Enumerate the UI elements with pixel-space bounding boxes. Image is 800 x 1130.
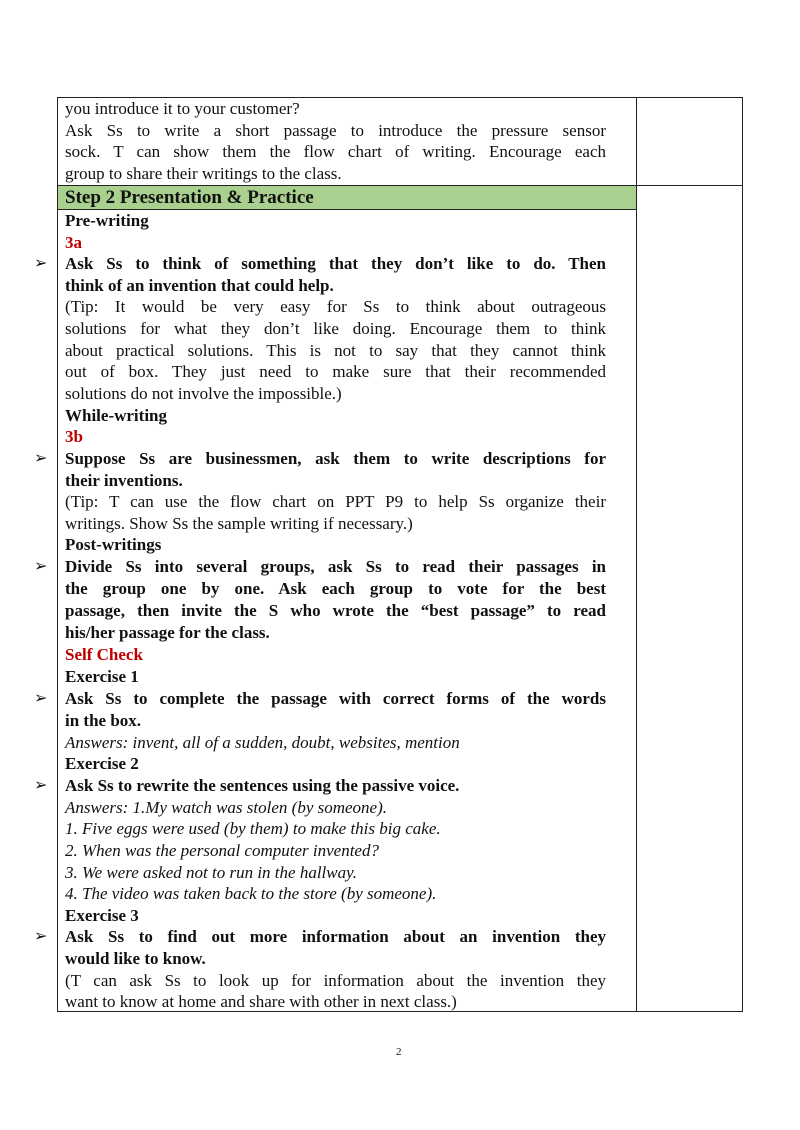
page-number: 2 bbox=[396, 1046, 402, 1058]
note-line: want to know at home and share with other in next class.) bbox=[65, 992, 457, 1011]
section-heading: Post-writings bbox=[65, 535, 162, 554]
section-heading: Self Check bbox=[65, 645, 143, 664]
task-line: in the box. bbox=[65, 711, 142, 730]
step-title: Step 2 Presentation & Practice bbox=[65, 187, 314, 208]
task-line: Ask Ss to think of something that they don’t like to do. Then bbox=[65, 254, 606, 273]
text-line: Ask Ss to write a short passage to introduce the pressure sensor bbox=[65, 121, 606, 140]
exercise-heading: Exercise 2 bbox=[65, 754, 139, 773]
exercise-heading: Exercise 1 bbox=[65, 667, 139, 686]
tip-line: out of box. They just need to make sure that their recommended bbox=[65, 362, 606, 381]
answer-line: Answers: invent, all of a sudden, doubt, websites, mention bbox=[65, 733, 460, 752]
task-line: passage, then invite the S who wrote the “best passage” to read bbox=[65, 601, 606, 620]
text-line: sock. T can show them the flow chart of writing. Encourage each bbox=[65, 142, 606, 161]
answer-line: 3. We were asked not to run in the hallway. bbox=[65, 863, 357, 882]
task-line: his/her passage for the class. bbox=[65, 623, 270, 642]
tip-line: solutions do not involve the impossible.) bbox=[65, 384, 342, 403]
bullet-arrow-icon: ➢ bbox=[34, 558, 48, 575]
column-divider bbox=[636, 98, 637, 1011]
bullet-arrow-icon: ➢ bbox=[34, 450, 48, 467]
bullet-arrow-icon: ➢ bbox=[34, 777, 48, 794]
text-line: you introduce it to your customer? bbox=[65, 99, 300, 118]
tip-line: (Tip: It would be very easy for Ss to think about outrageous bbox=[65, 297, 606, 316]
activity-label: 3b bbox=[65, 427, 83, 446]
tip-line: about practical solutions. This is not to say that they cannot think bbox=[65, 341, 606, 360]
tip-line: solutions for what they don’t like doing. Encourage them to think bbox=[65, 319, 606, 338]
note-line: (T can ask Ss to look up for information about the invention they bbox=[65, 971, 606, 990]
task-line: Ask Ss to find out more information about an invention they bbox=[65, 927, 606, 946]
answer-line: 4. The video was taken back to the store (by someone). bbox=[65, 884, 437, 903]
task-line: Ask Ss to complete the passage with correct forms of the words bbox=[65, 689, 606, 708]
answer-line: Answers: 1.My watch was stolen (by someone). bbox=[65, 798, 388, 817]
task-line: the group one by one. Ask each group to vote for the best bbox=[65, 579, 606, 598]
bullet-arrow-icon: ➢ bbox=[34, 928, 48, 945]
task-line: Divide Ss into several groups, ask Ss to read their passages in bbox=[65, 557, 606, 576]
text-line: group to share their writings to the class. bbox=[65, 164, 342, 183]
answer-line: 1. Five eggs were used (by them) to make this big cake. bbox=[65, 819, 441, 838]
task-line: Ask Ss to rewrite the sentences using the passive voice. bbox=[65, 776, 460, 795]
section-heading: Pre-writing bbox=[65, 211, 149, 230]
task-line: Suppose Ss are businessmen, ask them to write descriptions for bbox=[65, 449, 606, 468]
exercise-heading: Exercise 3 bbox=[65, 906, 139, 925]
step-heading-bar bbox=[58, 186, 636, 210]
tip-line: (Tip: T can use the flow chart on PPT P9 to help Ss organize their bbox=[65, 492, 606, 511]
bullet-arrow-icon: ➢ bbox=[34, 255, 48, 272]
task-line: would like to know. bbox=[65, 949, 206, 968]
row-divider-right bbox=[636, 185, 743, 186]
answer-line: 2. When was the personal computer invented? bbox=[65, 841, 379, 860]
bullet-arrow-icon: ➢ bbox=[34, 690, 48, 707]
task-line: their inventions. bbox=[65, 471, 183, 490]
activity-label: 3a bbox=[65, 233, 82, 252]
section-heading: While-writing bbox=[65, 406, 167, 425]
tip-line: writings. Show Ss the sample writing if necessary.) bbox=[65, 514, 413, 533]
task-line: think of an invention that could help. bbox=[65, 276, 334, 295]
